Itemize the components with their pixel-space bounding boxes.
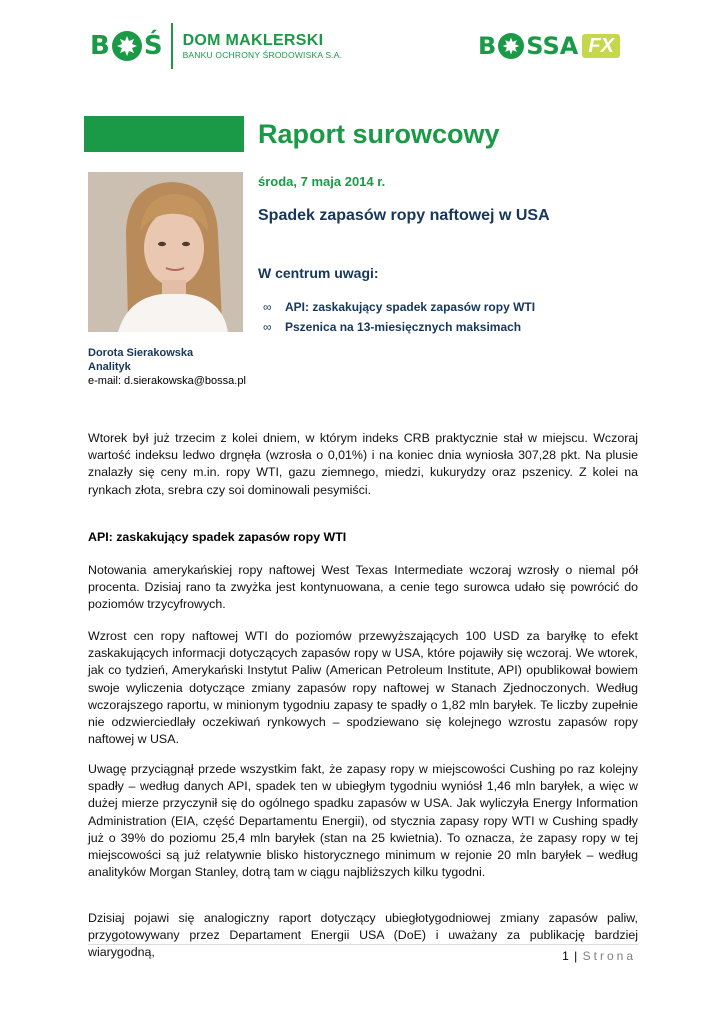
company-name-line1: DOM MAKLERSKI (182, 31, 324, 49)
bossa-letters-ssa: SSA (526, 32, 579, 60)
fx-badge: FX (582, 34, 620, 58)
author-name: Dorota Sierakowska (88, 347, 194, 359)
author-email[interactable]: e-mail: d.sierakowska@bossa.pl (88, 375, 246, 387)
bos-logo-letter-b: B (90, 31, 110, 61)
footer-separator: | (574, 949, 578, 963)
report-date: środa, 7 maja 2014 r. (258, 174, 386, 189)
analyst-photo (88, 172, 243, 332)
infinity-bullet-icon: ∞ (263, 300, 272, 314)
section-heading: API: zaskakujący spadek zapasów ropy WTI (88, 530, 347, 544)
list-item (263, 297, 535, 317)
author-block (88, 346, 246, 388)
bossa-logo-mark (478, 32, 578, 60)
company-name-line2: BANKU OCHRONY ŚRODOWISKA S.A. (182, 49, 343, 60)
bossa-letter-b: B (478, 32, 497, 60)
bossa-fx-logo (478, 26, 620, 66)
infinity-bullet-icon: ∞ (263, 320, 272, 334)
bos-company-name (183, 32, 343, 61)
paragraph-2: Wzrost cen ropy naftowej WTI do poziomów przewyższających 100 USD za baryłkę to efekt zaskakujących informacji dotyczących zapasów ropy w USA, które pojawiły się wczoraj. We wtorek, jak co tydzień, Amerykański Instytut Paliw (American Petroleum Institute, API) opublikował bowiem swoje wyliczenia dotyczące zmiany zapasów ropy naftowej w Stanach Zjednoczonych. Według wczorajszego raportu, w minionym tygodniu zapasy te spadły o 1,82 mln baryłek. Te liczby zupełnie nie odzwierciedlały oczekiwań rynkowych – spodziewano się kolejnego wzrostu zapasów ropy naftowej w USA. (88, 629, 638, 747)
leaf-icon (112, 31, 142, 61)
paragraph-1: Notowania amerykańskiej ropy naftowej West Texas Intermediate wczoraj wzrosły o niemal pół procenta. Dzisiaj rano ta zwyżka jest kontynuowana, a cenie tego surowca udało się powrócić do poziomów trzycyfrowych. (88, 563, 638, 612)
bos-logo-letter-s: Ś (143, 31, 163, 61)
bos-logo (90, 22, 342, 70)
logo-divider (171, 23, 173, 69)
intro-paragraph: Wtorek był już trzecim z kolei dniem, w którym indeks CRB praktycznie stał w miejscu. Wczoraj wartość indeksu ledwo drgnęła (wzrosła o 0,01%) i na koniec dnia wyniosła 307,28 pkt. Na plusie znalazły się ceny m.in. ropy WTI, gazu ziemnego, miedzi, kukurydzy oraz pszenicy. Z kolei na rynkach złota, srebra czy soi dominowali pesymiści. (88, 431, 638, 497)
focus-heading: W centrum uwagi: (258, 265, 379, 281)
focus-list (263, 297, 535, 337)
page-label: Strona (582, 949, 636, 963)
author-role: Analityk (88, 361, 131, 373)
report-title: Raport surowcowy (258, 119, 500, 149)
report-headline: Spadek zapasów ropy naftowej w USA (258, 207, 550, 224)
list-item (263, 317, 535, 337)
footer-divider (88, 944, 638, 945)
paragraph-3: Uwagę przyciągnął przede wszystkim fakt, że zapasy ropy w miejscowości Cushing po raz kolejny spadły – według danych API, spadek ten w ubiegłym tygodniu wyniósł 1,46 mln baryłek, a więc w dużej mierze przyczynił się do ogólnego spadku zapasów w USA. Jak wyliczyła Energy Information Administration (EIA, część Departamentu Energii), od stycznia zapasy ropy WTI w Cushing spadły już o 39% do poziomu 25,4 mln baryłek (stan na 25 kwietnia). To oznacza, że zapasy ropy w tej miejscowości są już relatywnie blisko historycznego minimum w rejonie 20 mln baryłek – według analityków Morgan Stanley, dotrą tam w ciągu najbliższych kilku tygodni. (88, 762, 638, 880)
page-number: 1 (562, 949, 569, 963)
bos-logo-mark (90, 31, 163, 61)
page-footer (540, 949, 636, 963)
title-accent-bar (84, 116, 244, 152)
leaf-icon (498, 33, 524, 59)
paragraph-4: Dzisiaj pojawi się analogiczny raport dotyczący ubiegłotygodniowej zmiany zapasów paliw, przygotowywany przez Departament Energii USA (DoE) i uważany za publikację bardziej wiarygodną, (88, 911, 638, 960)
focus-item-text: API: zaskakujący spadek zapasów ropy WTI (285, 300, 536, 314)
focus-item-text: Pszenica na 13-miesięcznych maksimach (285, 320, 522, 334)
